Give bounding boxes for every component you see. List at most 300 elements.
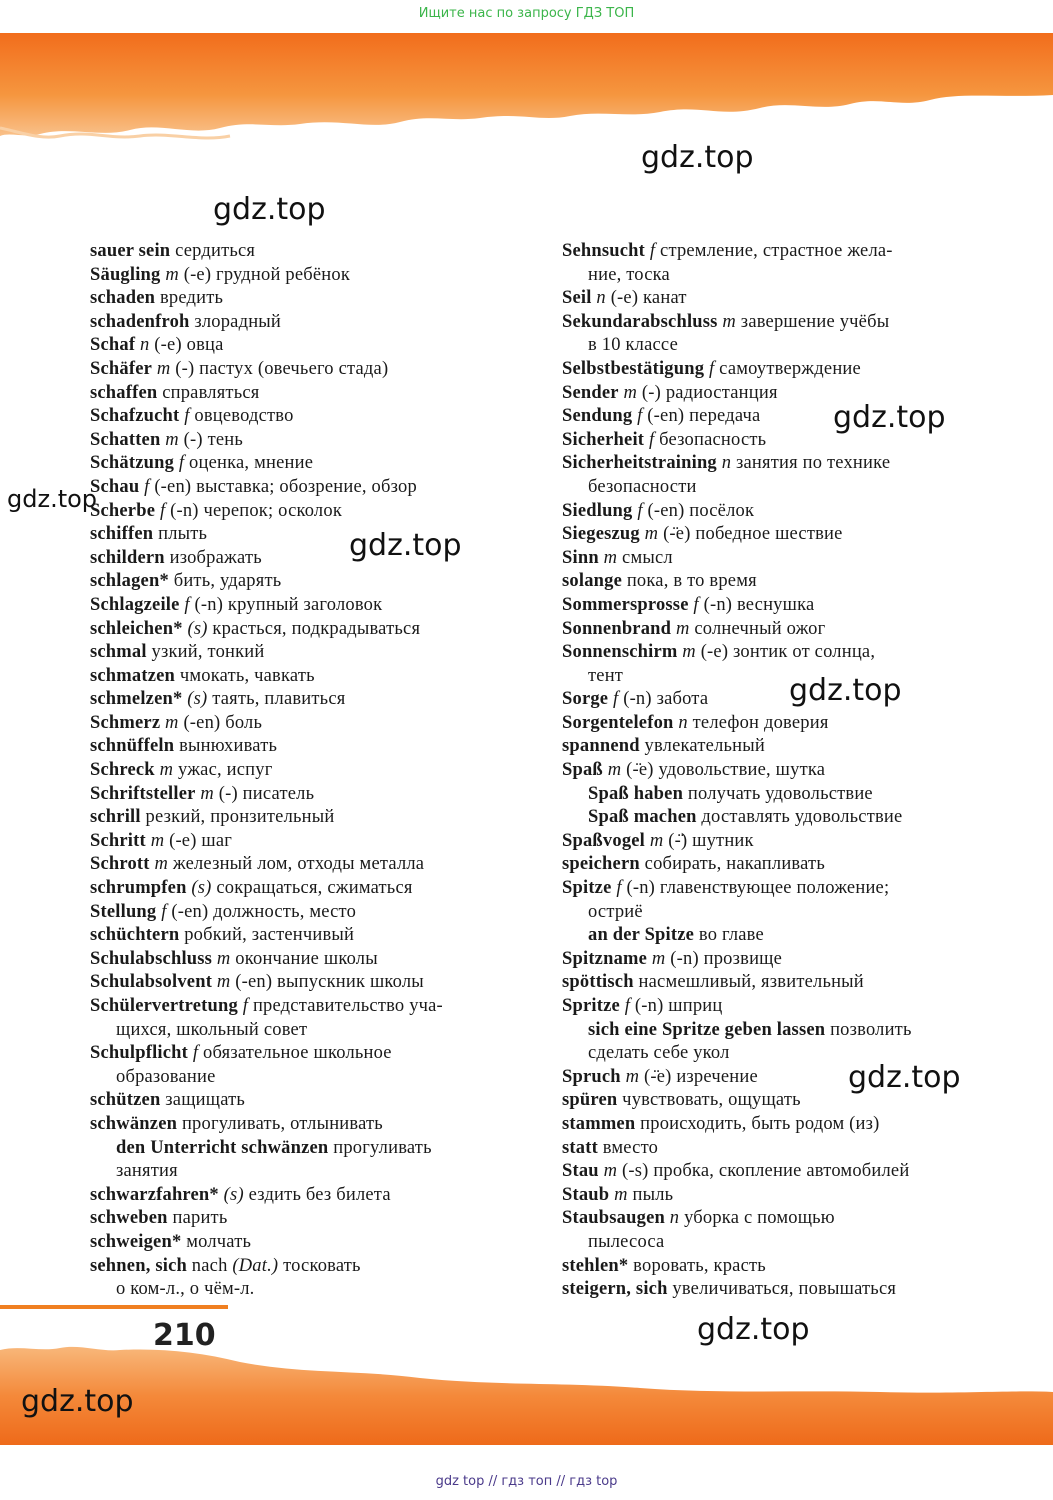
grammar-mark: m: [598, 547, 618, 568]
translation: плыть: [153, 524, 208, 545]
dictionary-entry: [562, 382, 1002, 406]
dictionary-entry: [562, 1137, 1002, 1161]
dictionary-entry: [562, 1278, 1002, 1302]
headword: statt: [562, 1137, 598, 1158]
translation: насмешливый, язвительный: [633, 972, 864, 993]
headword: sehnen, sich: [90, 1255, 187, 1276]
translation: (-) тень: [178, 429, 244, 450]
headword: Seil: [562, 288, 592, 309]
grammar-mark: f: [179, 594, 190, 615]
translation: доставлять удовольствие: [696, 807, 903, 828]
headword: schildern: [90, 547, 165, 568]
grammar-mark: m: [618, 382, 638, 403]
dictionary-entry: [90, 1113, 520, 1137]
dictionary-entry: [90, 1207, 520, 1231]
translation: вредить: [155, 288, 224, 309]
headword: Sehnsucht: [562, 241, 646, 261]
grammar-mark: n: [673, 712, 688, 733]
translation: (-̈e) изречение: [639, 1066, 758, 1087]
headword: Sekundarabschluss: [562, 311, 718, 332]
dictionary-entry: [562, 1184, 1002, 1208]
dictionary-entry: [90, 877, 520, 901]
grammar-mark: f: [608, 689, 619, 710]
dictionary-entry: [90, 1066, 520, 1090]
dictionary-entry: [562, 476, 1002, 500]
dictionary-entry: [562, 901, 1002, 925]
translation: стремление, страстное жела-: [655, 241, 893, 261]
header-banner: [0, 0, 1053, 160]
translation: вместо: [597, 1137, 659, 1158]
headword: Sicherheitstraining: [562, 453, 717, 474]
translation: (-en) посёлок: [642, 500, 755, 521]
dictionary-entry: [562, 759, 1002, 783]
dictionary-entry: [90, 1255, 520, 1279]
headword: den Unterricht schwänzen: [116, 1137, 329, 1158]
headword: schadenfroh: [90, 311, 190, 332]
headword: Spaßvogel: [562, 830, 646, 851]
translation: (-n) крупный заголовок: [189, 594, 383, 615]
dictionary-entry: [90, 1089, 520, 1113]
headword: Schatten: [90, 429, 161, 450]
grammar-mark: m: [152, 358, 171, 379]
grammar-mark: m: [145, 830, 165, 851]
translation: собирать, накапливать: [639, 854, 825, 875]
headword: schwänzen: [90, 1113, 178, 1134]
grammar-mark: f: [619, 996, 631, 1016]
dictionary-entry: [90, 783, 520, 807]
translation: окончание школы: [230, 948, 378, 969]
grammar-mark: f: [644, 429, 655, 450]
watermark: gdz.top: [697, 1312, 810, 1347]
headword: Schulpflicht: [90, 1043, 189, 1064]
translation: защищать: [160, 1090, 246, 1111]
translation: образование: [116, 1066, 216, 1087]
translation: позволить: [825, 1019, 912, 1040]
dictionary-entry: [90, 688, 520, 712]
headword: schaffen: [90, 382, 158, 403]
grammar-mark: f: [688, 594, 699, 615]
dictionary-entry: [90, 1042, 520, 1066]
headword: Sender: [562, 382, 619, 403]
headword: schmelzen*: [90, 689, 183, 710]
headword: Sinn: [562, 547, 599, 568]
headword: sich eine Spritze geben lassen: [588, 1019, 826, 1040]
grammar-mark: m: [149, 854, 169, 875]
headword: schrill: [90, 807, 141, 828]
headword: Schafzucht: [90, 406, 180, 427]
translation: ние, тоска: [588, 264, 670, 285]
translation: щихся, школьный совет: [116, 1019, 308, 1040]
translation: красться, подкрадываться: [207, 618, 421, 639]
dictionary-entry: [562, 618, 1002, 642]
dictionary-entry: [562, 547, 1002, 571]
headword: Sommersprosse: [562, 594, 689, 615]
watermark: gdz.top: [349, 528, 462, 563]
dictionary-entry: [90, 901, 520, 925]
translation: nach: [186, 1255, 233, 1276]
header-link[interactable]: Ищите нас по запросу ГДЗ ТОП: [418, 6, 635, 21]
headword: Schätzung: [90, 453, 175, 474]
translation: остриё: [588, 901, 643, 922]
headword: stehlen*: [562, 1255, 629, 1276]
grammar-mark: n: [591, 288, 606, 309]
translation: (-e) овца: [149, 335, 224, 356]
headword: Spritze: [562, 996, 620, 1016]
translation: уборка с помощью: [679, 1208, 835, 1229]
translation: (-) пастух (овечьего стада): [170, 358, 389, 379]
grammar-mark: m: [671, 618, 690, 639]
translation: увеличиваться, повышаться: [667, 1279, 897, 1300]
headword: Schrott: [90, 854, 150, 875]
headword: Schau: [90, 476, 140, 497]
headword: Sonnenschirm: [562, 642, 678, 663]
dictionary-entry: [562, 995, 1002, 1019]
grammar-mark: (Dat.): [232, 1255, 279, 1276]
translation: узкий, тонкий: [146, 642, 265, 663]
headword: Schlagzeile: [90, 594, 180, 615]
translation: железный лом, отходы металла: [168, 854, 425, 875]
dictionary-entry: [90, 547, 520, 571]
headword: schmatzen: [90, 665, 176, 686]
dictionary-entry: [90, 500, 520, 524]
translation: увлекательный: [639, 736, 765, 757]
headword: Schäfer: [90, 358, 153, 379]
headword: stammen: [562, 1113, 636, 1134]
headword: Stellung: [90, 901, 157, 922]
translation: пока, в то время: [622, 571, 757, 592]
translation: робкий, застенчивый: [179, 925, 355, 946]
dictionary-entry: [90, 853, 520, 877]
dictionary-entry: [90, 570, 520, 594]
translation: смысл: [617, 547, 673, 568]
dictionary-entry: [562, 500, 1002, 524]
headword: schlagen*: [90, 571, 169, 592]
dictionary-entry: [90, 429, 520, 453]
dictionary-entry: [90, 264, 520, 288]
grammar-mark: m: [647, 948, 666, 969]
dictionary-entry: [562, 924, 1002, 948]
grammar-mark: f: [155, 500, 166, 521]
dictionary-entry: [562, 1113, 1002, 1137]
translation: солнечный ожог: [689, 618, 826, 639]
dictionary-entry: [562, 688, 1002, 712]
grammar-mark: m: [609, 1184, 628, 1205]
translation: представительство уча-: [248, 996, 443, 1016]
dictionary-entry: [90, 641, 520, 665]
translation: таять, плавиться: [207, 689, 346, 710]
dictionary-entry: [562, 452, 1002, 476]
headword: Spitze: [562, 878, 612, 899]
translation: (-en) выставка; обозрение, обзор: [149, 476, 417, 497]
translation: ужас, испуг: [173, 760, 273, 781]
translation: (-̈) шутник: [663, 830, 754, 851]
headword: Schulabschluss: [90, 948, 213, 969]
watermark: gdz.top: [848, 1060, 961, 1095]
dictionary-entry: [562, 405, 1002, 429]
dictionary-entry: [90, 830, 520, 854]
dictionary-entry: [90, 1231, 520, 1255]
dictionary-column-left: [90, 240, 520, 1302]
grammar-mark: m: [160, 712, 179, 733]
dictionary-entry: [562, 665, 1002, 689]
grammar-mark: m: [154, 760, 174, 781]
translation: бить, ударять: [168, 571, 282, 592]
translation: вынюхивать: [174, 736, 278, 757]
dictionary-entry: [90, 1137, 520, 1161]
dictionary-entry: [90, 948, 520, 972]
grammar-mark: f: [632, 406, 643, 427]
translation: прогуливать, отлынивать: [177, 1113, 383, 1134]
translation: занятия по технике: [731, 453, 891, 474]
grammar-mark: m: [717, 311, 736, 332]
translation: (-n) забота: [618, 689, 709, 710]
dictionary-entry: [562, 358, 1002, 382]
headword: Selbstbestätigung: [562, 358, 705, 379]
translation: парить: [167, 1208, 228, 1229]
dictionary-entry: [562, 783, 1002, 807]
translation: обязательное школьное: [198, 1043, 392, 1064]
dictionary-entry: [562, 641, 1002, 665]
grammar-mark: m: [160, 429, 179, 450]
dictionary-entry: [90, 523, 520, 547]
dictionary-entry: [562, 806, 1002, 830]
translation: сделать себе укол: [588, 1043, 730, 1064]
headword: schmal: [90, 642, 147, 663]
headword: Staubsaugen: [562, 1208, 665, 1229]
translation: телефон доверия: [687, 712, 829, 733]
dictionary-entry: [90, 1160, 520, 1184]
headword: Spaß machen: [588, 807, 697, 828]
headword: spüren: [562, 1090, 618, 1111]
headword: Siedlung: [562, 500, 633, 521]
grammar-mark: m: [677, 642, 696, 663]
translation: самоутверждение: [714, 358, 861, 379]
translation: (-e) шаг: [164, 830, 233, 851]
dictionary-entry: [562, 311, 1002, 335]
headword: Schulabsolvent: [90, 972, 213, 993]
headword: Schmerz: [90, 712, 161, 733]
grammar-mark: (s): [218, 1184, 244, 1205]
dictionary-column-right: [562, 240, 1002, 1302]
page-number-rule: [0, 1305, 228, 1309]
translation: чмокать, чавкать: [175, 665, 315, 686]
watermark: gdz.top: [21, 1384, 134, 1419]
translation: чувствовать, ощущать: [617, 1090, 801, 1111]
headword: schnüffeln: [90, 736, 175, 757]
dictionary-entry: [90, 358, 520, 382]
headword: Scherbe: [90, 500, 156, 521]
translation: тент: [588, 665, 624, 686]
headword: schiffen: [90, 524, 154, 545]
headword: schützen: [90, 1090, 161, 1111]
headword: spöttisch: [562, 972, 634, 993]
translation: (-e) канат: [605, 288, 687, 309]
dictionary-entry: [562, 1231, 1002, 1255]
headword: schweben: [90, 1208, 168, 1229]
headword: sauer sein: [90, 241, 171, 261]
translation: (-s) пробка, скопление автомобилей: [617, 1161, 910, 1182]
grammar-mark: n: [135, 335, 150, 356]
headword: schwarzfahren*: [90, 1184, 219, 1205]
dictionary-entry: [562, 877, 1002, 901]
translation: (-n) веснушка: [698, 594, 815, 615]
dictionary-entry: [562, 523, 1002, 547]
headword: spannend: [562, 736, 640, 757]
translation: (-̈e) удовольствие, шутка: [621, 760, 826, 781]
headword: Spaß: [562, 760, 603, 781]
translation: получать удовольствие: [683, 783, 873, 804]
dictionary-entry: [90, 618, 520, 642]
grammar-mark: (s): [186, 878, 212, 899]
grammar-mark: f: [645, 241, 656, 261]
dictionary-entry: [90, 452, 520, 476]
dictionary-entry: [562, 948, 1002, 972]
footer-banner: [0, 1290, 1053, 1460]
grammar-mark: f: [704, 358, 715, 379]
watermark: gdz.top: [641, 140, 754, 175]
dictionary-entry: [90, 1184, 520, 1208]
grammar-mark: (s): [182, 689, 208, 710]
dictionary-entry: [90, 1278, 520, 1302]
grammar-mark: m: [620, 1066, 640, 1087]
dictionary-entry: [562, 1042, 1002, 1066]
headword: Schreck: [90, 760, 155, 781]
headword: Schriftsteller: [90, 783, 196, 804]
grammar-mark: m: [212, 972, 231, 993]
translation: овцеводство: [189, 406, 294, 427]
dictionary-entry: [90, 1019, 520, 1043]
headword: Sorgentelefon: [562, 712, 674, 733]
translation: (-) писатель: [213, 783, 315, 804]
grammar-mark: n: [664, 1208, 680, 1229]
watermark: gdz.top: [789, 673, 902, 708]
grammar-mark: n: [716, 453, 732, 474]
translation: резкий, пронзительный: [140, 807, 335, 828]
translation: (-n) главенствующее положение;: [621, 878, 890, 899]
translation: (-en) передача: [642, 406, 761, 427]
translation: пыль: [627, 1184, 674, 1205]
translation: тосковать: [278, 1255, 361, 1276]
dictionary-entry: [562, 594, 1002, 618]
headword: Sendung: [562, 406, 633, 427]
dictionary-entry: [562, 429, 1002, 453]
dictionary-entry: [90, 924, 520, 948]
dictionary-entry: [90, 382, 520, 406]
translation: (-n) прозвище: [665, 948, 783, 969]
dictionary-entry: [562, 1066, 1002, 1090]
headword: Sonnenbrand: [562, 618, 672, 639]
grammar-mark: f: [174, 453, 185, 474]
headword: schleichen*: [90, 618, 183, 639]
dictionary-entry: [90, 759, 520, 783]
dictionary-entry: [562, 264, 1002, 288]
dictionary-entry: [90, 240, 520, 264]
translation: молчать: [181, 1231, 252, 1252]
footer-links[interactable]: gdz top // гдз топ // гдз top: [435, 1474, 618, 1489]
translation: безопасность: [654, 429, 767, 450]
headword: schweigen*: [90, 1231, 182, 1252]
translation: безопасности: [588, 476, 697, 497]
translation: (-n) черепок; осколок: [165, 500, 343, 521]
headword: Staub: [562, 1184, 610, 1205]
translation: занятия: [116, 1161, 178, 1182]
dictionary-entry: [562, 334, 1002, 358]
headword: schaden: [90, 288, 156, 309]
dictionary-entry: [562, 735, 1002, 759]
headword: Schaf: [90, 335, 136, 356]
dictionary-entry: [562, 240, 1002, 264]
dictionary-entry: [90, 665, 520, 689]
translation: сокращаться, сжиматься: [211, 878, 413, 899]
grammar-mark: m: [160, 264, 179, 285]
translation: справляться: [157, 382, 260, 403]
grammar-mark: f: [237, 996, 249, 1016]
translation: происходить, быть родом (из): [635, 1113, 880, 1134]
headword: Siegeszug: [562, 524, 640, 545]
translation: прогуливать: [328, 1137, 432, 1158]
dictionary-entry: [562, 570, 1002, 594]
dictionary-entry: [90, 594, 520, 618]
translation: (-) радиостанция: [637, 382, 778, 403]
headword: schüchtern: [90, 925, 180, 946]
headword: Sorge: [562, 689, 609, 710]
watermark: gdz.top: [7, 485, 98, 513]
dictionary-entry: [562, 1255, 1002, 1279]
grammar-mark: m: [598, 1161, 618, 1182]
headword: Schülervertretung: [90, 996, 238, 1016]
translation: сердиться: [170, 241, 256, 261]
grammar-mark: (s): [182, 618, 208, 639]
grammar-mark: m: [639, 524, 659, 545]
dictionary-entry: [562, 830, 1002, 854]
translation: (-e) зонтик от солнца,: [695, 642, 876, 663]
headword: solange: [562, 571, 622, 592]
dictionary-entry: [562, 287, 1002, 311]
translation: во главе: [694, 925, 764, 946]
dictionary-entry: [562, 1160, 1002, 1184]
dictionary-entry: [90, 806, 520, 830]
headword: Spaß haben: [588, 783, 684, 804]
grammar-mark: f: [179, 406, 190, 427]
translation: (-en) боль: [178, 712, 263, 733]
dictionary-entry: [562, 853, 1002, 877]
grammar-mark: f: [139, 476, 150, 497]
dictionary-entry: [90, 405, 520, 429]
dictionary-entry: [562, 712, 1002, 736]
dictionary-entry: [562, 1019, 1002, 1043]
headword: Sicherheit: [562, 429, 645, 450]
dictionary-entry: [90, 287, 520, 311]
headword: an der Spitze: [588, 925, 695, 946]
dictionary-entry: [90, 311, 520, 335]
grammar-mark: f: [188, 1043, 199, 1064]
headword: schrumpfen: [90, 878, 187, 899]
dictionary-entry: [562, 1089, 1002, 1113]
grammar-mark: f: [156, 901, 167, 922]
translation: изображать: [164, 547, 262, 568]
translation: ездить без билета: [243, 1184, 391, 1205]
dictionary-entry: [562, 971, 1002, 995]
dictionary-entry: [90, 476, 520, 500]
translation: (-n) шприц: [630, 996, 723, 1016]
page-number: 210: [153, 1318, 216, 1353]
dictionary-entry: [90, 995, 520, 1019]
grammar-mark: f: [632, 500, 643, 521]
dictionary-entry: [90, 712, 520, 736]
translation: в 10 классе: [588, 335, 678, 356]
translation: оценка, мнение: [184, 453, 314, 474]
headword: Spruch: [562, 1066, 621, 1087]
